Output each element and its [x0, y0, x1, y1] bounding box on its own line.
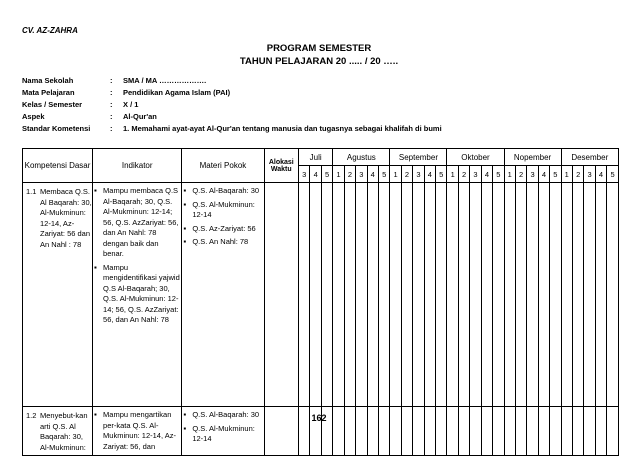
week-cell [538, 183, 549, 407]
week-header: 2 [515, 166, 526, 183]
document-subtitle: TAHUN PELAJARAN 20 ..... / 20 ….. [239, 56, 399, 67]
week-cell [527, 183, 538, 407]
header-alokasi: Alokasi Waktu [264, 149, 299, 183]
kompetensi-text: Menyebut-kan arti Q.S. Al Baqarah: 30, Al-Mukminun: [40, 411, 88, 452]
week-cell [299, 183, 310, 407]
header-kompetensi: Kompetensi Dasar [23, 149, 93, 183]
indikator-item: ▪ Mampu mengidentifikasi yajwid Q.S Al-Baqarah; 30, Q.S. Al-Mukminun: 12-14; 56, Q.S. AzZariyat: 56, dan An Nahl: 78 [103, 263, 181, 326]
week-cell [378, 183, 389, 407]
week-cell [493, 183, 504, 407]
materi-item: ▪ Q.S. Az-Zariyat: 56 [192, 224, 263, 235]
week-cell [390, 183, 401, 407]
week-header: 1 [447, 166, 458, 183]
week-cell [504, 183, 515, 407]
month-header: September [390, 149, 447, 166]
info-row-school [22, 76, 206, 85]
week-cell [344, 183, 355, 407]
week-cell [436, 183, 447, 407]
week-header: 4 [481, 166, 492, 183]
semester-program-table [22, 148, 619, 456]
week-cell [572, 183, 583, 407]
info-key: Standar Kometensi [22, 124, 91, 133]
info-row-aspect [22, 112, 157, 121]
info-value: SMA / MA ………………. [123, 76, 207, 85]
month-header: Nopember [504, 149, 561, 166]
materi-item: ▪ Q.S. Al-Baqarah: 30 [192, 410, 263, 421]
week-cell [481, 183, 492, 407]
week-cell [424, 183, 435, 407]
header-materi: Materi Pokok [182, 149, 264, 183]
header-indikator: Indikator [93, 149, 182, 183]
document-title: PROGRAM SEMESTER [266, 43, 372, 54]
month-header: Desember [561, 149, 618, 166]
week-header: 3 [356, 166, 367, 183]
materi-item: ▪ Q.S. An Nahl: 78 [192, 237, 263, 248]
week-header: 5 [436, 166, 447, 183]
kompetensi-text: Membaca Q.S. Al Baqarah: 30, Al-Mukminun: 12-14, Az-Zariyat: 56 dan An Nahl : 78 [40, 187, 92, 249]
week-header: 3 [413, 166, 424, 183]
info-colon: : [110, 88, 113, 97]
week-cell [413, 183, 424, 407]
month-header: Juli [299, 149, 333, 166]
info-key: Mata Pelajaran [22, 88, 75, 97]
kompetensi-cell [23, 183, 93, 407]
week-header: 1 [504, 166, 515, 183]
week-cell [584, 183, 595, 407]
kompetensi-number: 1.1 [26, 187, 37, 196]
week-header: 1 [390, 166, 401, 183]
indikator-item: ▪ Mampu mengartikan per-kata Q.S. Al-Mukminun: 12-14, Az-Zariyat: 56, dan [103, 410, 181, 452]
week-cell [401, 183, 412, 407]
info-value: X / 1 [123, 100, 139, 109]
week-cell [310, 183, 321, 407]
info-key: Kelas / Semester [22, 100, 83, 109]
info-row-standard [22, 124, 442, 133]
week-header: 3 [470, 166, 481, 183]
info-key: Nama Sekolah [22, 76, 74, 85]
week-cell [321, 183, 332, 407]
week-header: 3 [527, 166, 538, 183]
week-cell [367, 183, 378, 407]
week-cell [333, 183, 344, 407]
week-cell [515, 183, 526, 407]
month-header: Oktober [447, 149, 504, 166]
table-row [23, 183, 619, 407]
indikator-cell [93, 183, 182, 407]
materi-cell [182, 183, 264, 407]
info-colon: : [110, 112, 113, 121]
info-colon: : [110, 124, 113, 133]
info-value: Al-Qur'an [123, 112, 157, 121]
week-header: 1 [333, 166, 344, 183]
company-name: CV. AZ-ZAHRA [22, 26, 78, 35]
week-header: 2 [344, 166, 355, 183]
week-cell [447, 183, 458, 407]
week-header: 5 [493, 166, 504, 183]
month-header: Agustus [333, 149, 390, 166]
week-header: 4 [538, 166, 549, 183]
week-cell [550, 183, 561, 407]
info-row-subject [22, 88, 230, 97]
week-header: 5 [378, 166, 389, 183]
week-header: 5 [550, 166, 561, 183]
week-cell [607, 183, 619, 407]
week-header: 4 [367, 166, 378, 183]
kompetensi-number: 1.2 [26, 411, 37, 420]
week-cell [561, 183, 572, 407]
week-header: 4 [424, 166, 435, 183]
info-value: Pendidikan Agama Islam (PAI) [123, 88, 231, 97]
page-number: 162 [311, 413, 327, 423]
info-key: Aspek [22, 112, 45, 121]
week-header: 2 [458, 166, 469, 183]
week-cell [595, 183, 606, 407]
info-value: 1. Memahami ayat-ayat Al-Qur'an tentang manusia dan tugasnya sebagai khalifah di bumi [123, 124, 442, 133]
week-cell [470, 183, 481, 407]
week-header: 4 [310, 166, 321, 183]
info-row-class [22, 100, 138, 109]
week-header: 4 [595, 166, 606, 183]
alokasi-cell [264, 183, 299, 407]
week-header: 5 [321, 166, 332, 183]
week-header: 3 [299, 166, 310, 183]
week-header: 2 [401, 166, 412, 183]
week-header: 5 [607, 166, 619, 183]
indikator-item: ▪ Mampu membaca Q.S Al-Baqarah; 30, Q.S. Al-Mukminun: 12-14; 56, Q.S. AzZariyat: 56, dan An Nahl: 78 dengan baik dan benar. [103, 186, 181, 260]
week-header: 3 [584, 166, 595, 183]
week-header: 2 [572, 166, 583, 183]
info-colon: : [110, 100, 113, 109]
week-header: 1 [561, 166, 572, 183]
info-colon: : [110, 76, 113, 85]
materi-item: ▪ Q.S. Al-Baqarah: 30 [192, 186, 263, 197]
materi-item: ▪ Q.S. Al-Mukminun: 12-14 [192, 424, 263, 445]
materi-item: ▪ Q.S. Al-Mukminun: 12-14 [192, 200, 263, 221]
week-cell [356, 183, 367, 407]
week-cell [458, 183, 469, 407]
